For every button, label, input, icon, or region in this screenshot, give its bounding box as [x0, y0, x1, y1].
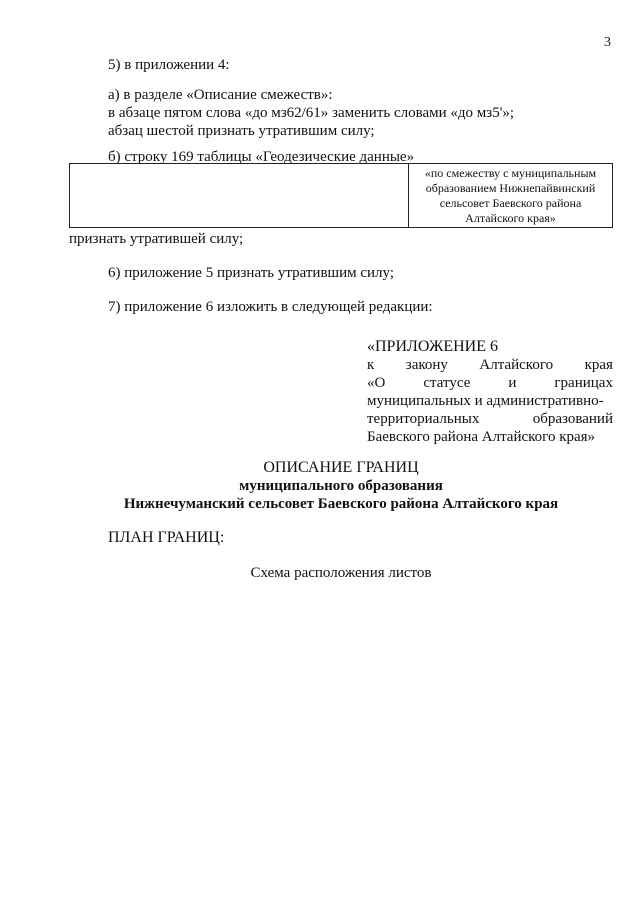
- doc-subtitle-1: муниципального образования: [239, 478, 443, 494]
- doc-title: ОПИСАНИЕ ГРАНИЦ: [263, 459, 419, 476]
- appendix-title: «ПРИЛОЖЕНИЕ 6: [367, 338, 499, 355]
- geodetic-data-table: [69, 163, 613, 228]
- item-5-heading: 5) в приложении 4:: [108, 57, 230, 73]
- word: образований: [532, 411, 613, 427]
- item-5a-line-3: абзац шестой признать утратившим силу;: [108, 123, 375, 139]
- appendix-line-3: [367, 374, 613, 392]
- item-6: 6) приложение 5 признать утратившим силу;: [108, 265, 395, 281]
- word: края: [584, 357, 613, 373]
- word: Алтайского: [479, 357, 554, 373]
- item-5a-line-1: а) в разделе «Описание смежеств»:: [108, 87, 333, 103]
- word: границах: [554, 375, 613, 391]
- plan-heading: ПЛАН ГРАНИЦ:: [108, 529, 225, 546]
- page-number: 3: [604, 35, 611, 50]
- scheme-caption: Схема расположения листов: [250, 565, 432, 581]
- word: закону: [405, 357, 448, 373]
- word: и: [508, 375, 517, 391]
- doc-subtitle-2: Нижнечуманский сельсовет Баевского района Алтайского края: [123, 496, 559, 512]
- word: к: [367, 357, 375, 373]
- word: «О: [367, 375, 386, 391]
- table-cell-line: образованием Нижнепайвинский: [425, 181, 596, 195]
- item-5a-line-2: в абзаце пятом слова «до мз62/61» заменить словами «до мз5'»;: [108, 105, 515, 121]
- item-5b: б) строку 169 таблицы «Геодезические данные»: [108, 149, 415, 165]
- appendix-line-6: Баевского района Алтайского края»: [367, 429, 596, 445]
- table-cell-empty: [70, 164, 409, 227]
- appendix-line-4: муниципальных и административно-: [367, 393, 604, 409]
- table-cell-line: Алтайского края»: [465, 211, 556, 225]
- table-cell-adjacency: [409, 164, 612, 227]
- word: территориальных: [367, 411, 480, 427]
- appendix-line-5: [367, 410, 613, 428]
- after-table-text: признать утратившей силу;: [69, 231, 244, 247]
- item-7: 7) приложение 6 изложить в следующей редакции:: [108, 299, 433, 315]
- word: статусе: [423, 375, 471, 391]
- table-cell-line: сельсовет Баевского района: [439, 196, 582, 210]
- table-cell-line: «по смежеству с муниципальным: [424, 166, 597, 180]
- appendix-line-2: [367, 356, 613, 374]
- appendix-header: [367, 338, 613, 446]
